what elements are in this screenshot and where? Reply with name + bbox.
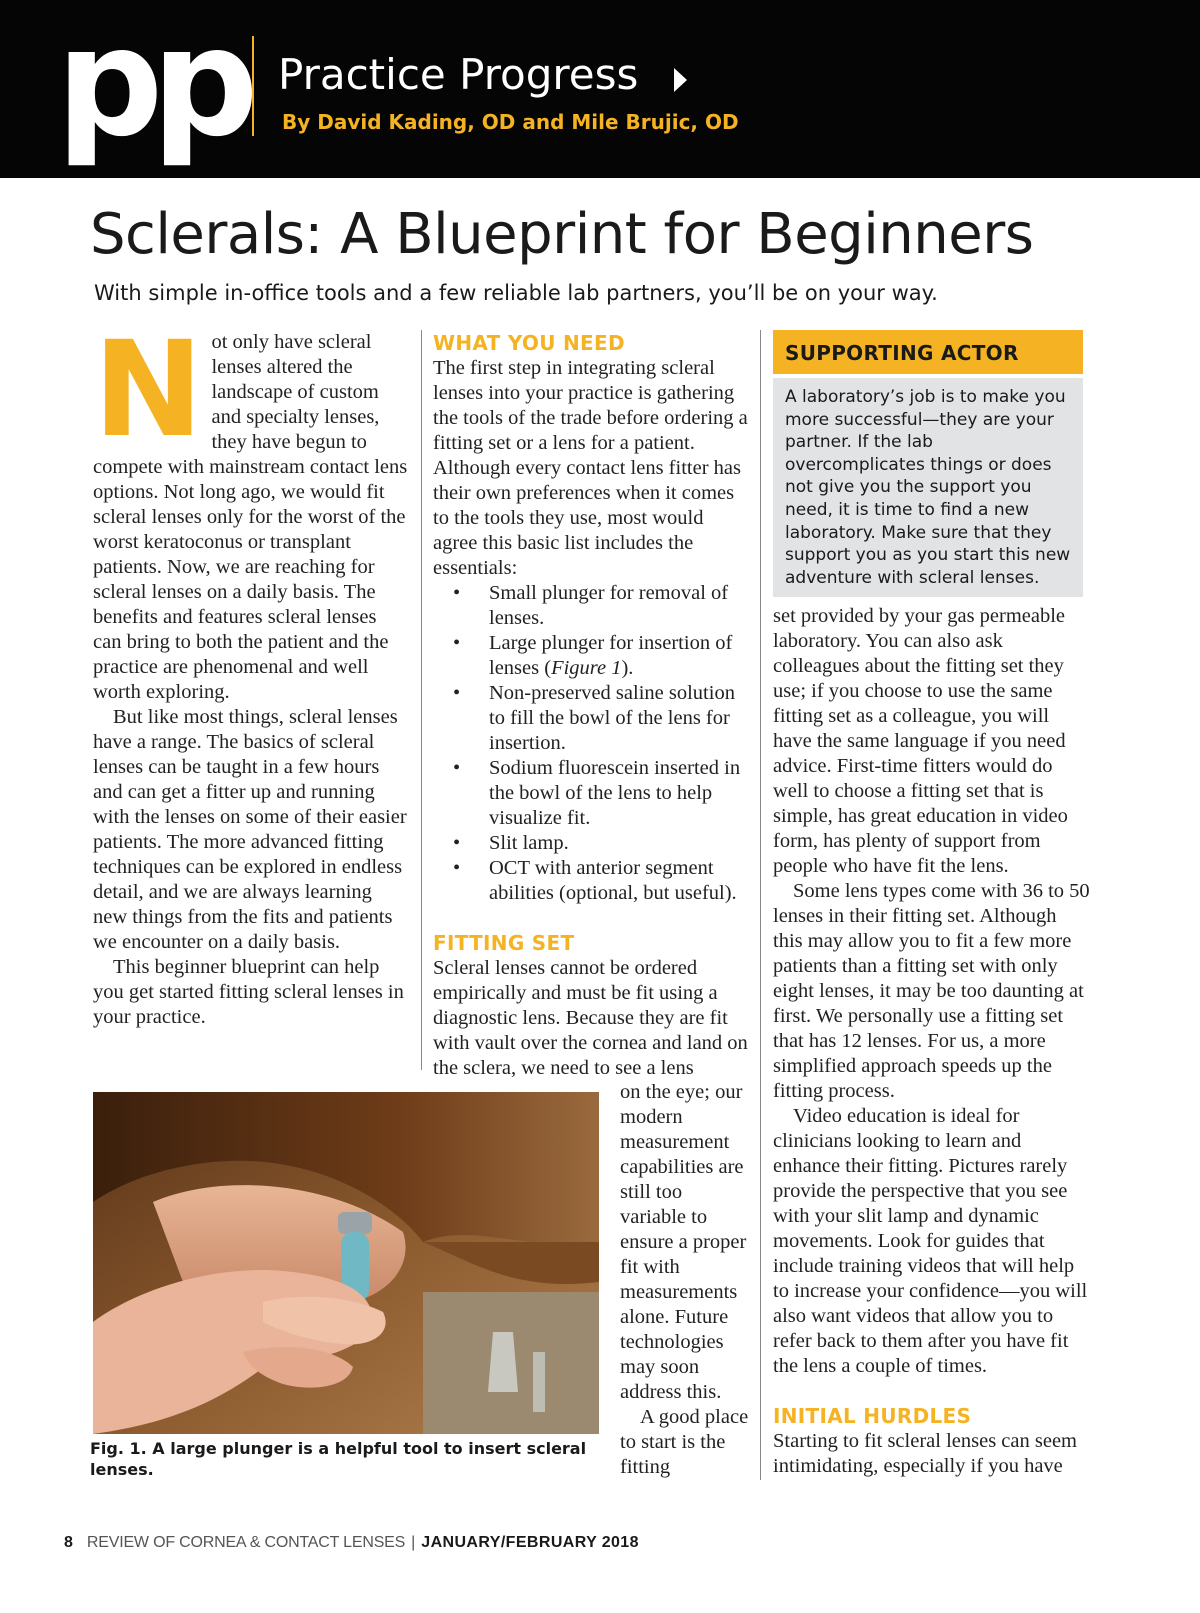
paragraph: A good place to start is the fitting (620, 1406, 749, 1478)
bullet-icon: • (453, 857, 461, 879)
footer-separator: | (411, 1534, 416, 1551)
column-3 (773, 604, 1091, 1479)
figure-wrap-text (620, 1080, 752, 1480)
list-item: • Slit lamp. (453, 832, 569, 854)
paragraph: on the eye; our modern measurement capabilities are still too variable to ensure a proper fit with measurements alone. Future technologies may soon address this. (620, 1081, 747, 1403)
list-item: • OCT with anterior segment abilities (optional, but useful). (453, 857, 737, 904)
column-2 (433, 330, 751, 1081)
bullet-icon: • (453, 582, 461, 604)
tools-list (433, 581, 751, 906)
paragraph: Scleral lenses cannot be ordered empirically and must be fit using a diagnostic lens. Because they are fit with vault over the cornea and land on the sclera, we need to see a lens (433, 957, 748, 1079)
publication-name: REVIEW OF CORNEA & CONTACT LENSES (86, 1534, 406, 1551)
column-1 (93, 313, 408, 1030)
bullet-icon: • (453, 757, 461, 779)
figure-caption: Fig. 1. A large plunger is a helpful tool to insert scleral lenses. (90, 1439, 587, 1479)
issue-date: JANUARY/FEBRUARY 2018 (421, 1534, 639, 1551)
list-item: • Large plunger for insertion of lenses (Figure 1). (453, 632, 733, 679)
subheading-initial-hurdles: INITIAL HURDLES (773, 1404, 972, 1428)
bullet-icon: • (453, 682, 461, 704)
triangle-right-icon (674, 68, 687, 92)
drop-cap: N (93, 313, 204, 467)
column-rule (421, 330, 422, 1070)
page-number: 8 (64, 1534, 73, 1551)
sidebar-heading: SUPPORTING ACTOR (773, 330, 1083, 374)
figure-reference: Figure 1 (551, 657, 622, 679)
paragraph: set provided by your gas permeable laboratory. You can also ask colleagues about the fitting set they use; if you choose to use the same fitting set as a colleague, you will have the same language if you need advice. First-time fitters would do well to choose a fitting set that is simple, has great education in video form, has plenty of support from people who have fit the lens. (773, 605, 1068, 877)
sidebar-box (773, 330, 1083, 597)
list-item: • Non-preserved saline solution to fill the bowl of the lens for insertion. (453, 682, 735, 754)
article-deck: With simple in-office tools and a few reliable lab partners, you’ll be on your way. (94, 281, 938, 305)
page-footer (64, 1532, 639, 1554)
section-logo: pp (56, 0, 247, 170)
paragraph: Video education is ideal for clinicians looking to learn and enhance their fitting. Pictures rarely provide the perspective that you see with your slit lamp and dynamic movements. Look for guides that include training videos that will help to increase your confidence—you will also want videos that allow you to refer back to them after you have fit the lens a couple of times. (773, 1105, 1088, 1377)
paragraph-text: ot only have scleral lenses altered the landscape of custom and specialty lenses, they have begun to compete with mainstream contact lens options. Not long ago, we would fit scleral lenses only for the worst of the worst keratoconus or transplant patients. Now, we are reaching for scleral lenses on a daily basis. The benefits and features scleral lenses can bring to both the patient and the practice are phenomenal and well worth exploring. (93, 331, 408, 703)
subheading-fitting-set: FITTING SET (433, 931, 575, 955)
bullet-icon: • (453, 832, 461, 854)
paragraph: This beginner blueprint can help you get started fitting scleral lenses in your practice. (93, 956, 404, 1028)
plunger-insertion-photo (93, 1092, 599, 1434)
list-item: • Sodium fluorescein inserted in the bowl of the lens to help visualize fit. (453, 757, 741, 829)
paragraph: Starting to fit scleral lenses can seem intimidating, especially if you have (773, 1430, 1077, 1477)
paragraph: But like most things, scleral lenses have a range. The basics of scleral lenses can be taught in a few hours and can get a fitter up and running with the lenses on some of their easier patients. The more advanced fitting techniques can be explored in endless detail, and we are always learning new things from the fits and patients we encounter on a daily basis. (93, 706, 407, 953)
page-header (0, 0, 1200, 178)
column-rule (760, 330, 761, 1480)
header-divider (252, 36, 254, 136)
bullet-icon: • (453, 632, 461, 654)
sidebar-body: A laboratory’s job is to make you more successful—they are your partner. If the lab overcomplicates things or does not give you the support you need, it is time to find a new laboratory. Make sure that they support you as you start this new adventure with scleral lenses. (773, 378, 1083, 597)
list-item: • Small plunger for removal of lenses. (453, 582, 729, 629)
paragraph: Some lens types come with 36 to 50 lenses in their fitting set. Although this may allow you to fit a few more patients than a fitting set with only eight lenses, it may be too daunting at first. We personally use a fitting set that has 12 lenses. For us, a more simplified approach speeds up the fitting process. (773, 880, 1090, 1102)
paragraph: The first step in integrating scleral lenses into your practice is gathering the tools of the trade before ordering a fitting set or a lens for a patient. Although every contact lens fitter has their own preferences when it comes to the tools they use, most would agree this basic list includes the essentials: (433, 357, 748, 579)
paragraph (93, 313, 408, 705)
byline: By David Kading, OD and Mile Brujic, OD (282, 110, 739, 134)
subheading-what-you-need: WHAT YOU NEED (433, 331, 625, 355)
section-name: Practice Progress (278, 50, 639, 99)
article-title: Sclerals: A Blueprint for Beginners (90, 202, 1034, 267)
figure-photo (93, 1092, 599, 1434)
